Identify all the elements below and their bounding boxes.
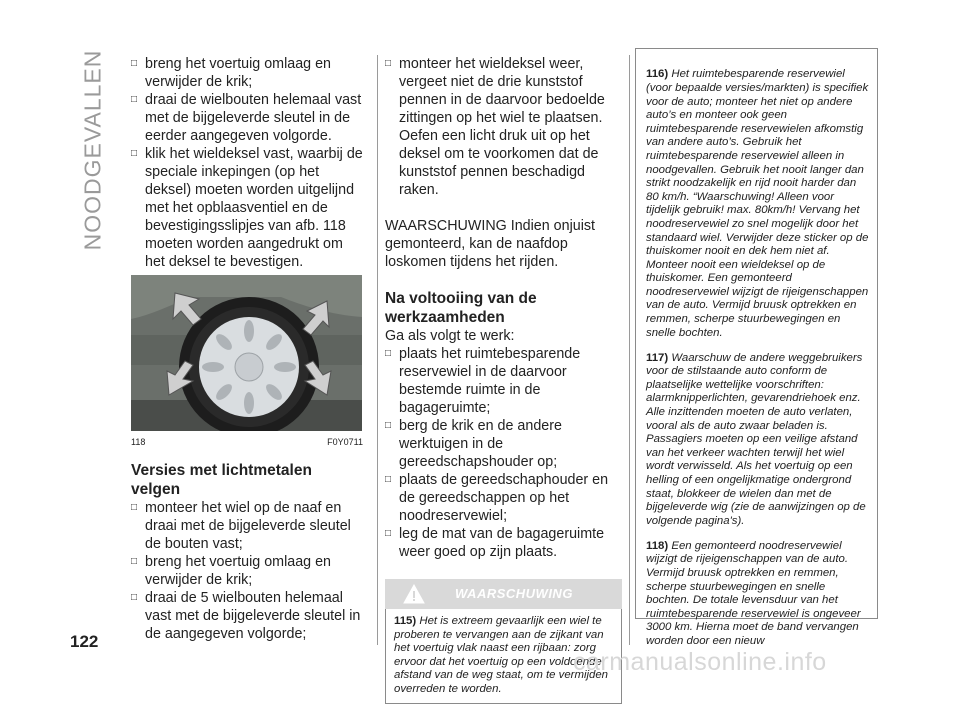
list-item-text: klik het wieldeksel vast, waarbij de speciale inkepingen (op het deksel) moeten worden uitgelijnd met het opblaasventiel en de bevestigingsslipjes van afb. 118 moeten worden aangedrukt om het deksel te bevestigen.	[145, 146, 363, 270]
warning-paragraph: WAARSCHUWING Indien onjuist gemonteerd, kan de naafdop loskomen tijdens het rijden.	[385, 218, 596, 270]
checkbox-icon	[131, 55, 145, 91]
figure-code: F0Y0711	[327, 437, 363, 447]
note-text: Het ruimtebesparende reservewiel (voor bepaalde versies/markten) is specifiek voor de auto; monteer het niet op andere auto’s en monteer ook geen ruimtebesparende reservewielen afkomstig van andere auto’s. Gebruik het ruimtebesparende reservewiel alleen in noodgevallen. Gebruik het nooit langer dan strikt noodzakelijk en rijd nooit harder dan 80 km/h. “Waarschuwing! Alleen voor tijdelijk gebruik! max. 80km/h! Vervang het noodreservewiel zo snel mogelijk door het standaard wiel. Verwijder deze sticker op de thuiskomer nooit en dek hem niet af. Monteer nooit een wieldeksel op de thuiskomer. Een gemonteerd noodreservewiel wijzigt de rijeigenschappen van de auto. Vermijd bruusk optrekken en remmen, scherpe stuurbewegingen en snelle bochten.	[646, 68, 869, 339]
section-tab	[78, 50, 108, 250]
checkbox-icon	[131, 145, 145, 271]
section-heading: Na voltooiing van de werkzaamheden	[385, 290, 537, 326]
list-item	[385, 345, 622, 417]
list-item	[131, 589, 363, 643]
list-item-text: leg de mat van de bagageruimte weer goed op zijn plaats.	[399, 526, 605, 560]
intro-text: Ga als volgt te werk:	[385, 328, 515, 344]
checkbox-icon	[385, 417, 399, 471]
note-text: Waarschuw de andere weggebruikers voor de stilstaande auto conform de plaatselijke wettelijke voorschriften: alarmknipperlichten, gevarendriehoek enz. Alle inzittenden moeten de auto verlaten, vooral als de auto zwaar beladen is. Passagiers moeten op een veilige afstand van het verkeer wachten terwijl het wiel wordt verwisseld. Als het voertuig op een helling of een ongelijkmatige ondergrond staat, blokkeer de wielen dan met de bijgeleverde wig (zie de aanwijzingen op de volgende pagina's).	[646, 351, 866, 527]
note-number: 118)	[646, 539, 669, 552]
list-item-text: breng het voertuig omlaag en verwijder de krik;	[145, 554, 331, 588]
note	[646, 540, 869, 649]
list-item-text: monteer het wiel op de naaf en draai met de bijgeleverde sleutel de bouten vast;	[145, 500, 351, 552]
warning-box-title: WAARSCHUWING	[455, 586, 573, 601]
list-item	[131, 499, 363, 553]
list-item-text: draai de wielbouten helemaal vast met de bijgeleverde sleutel in de eerder aangegeven volgorde.	[145, 92, 362, 144]
list-item	[131, 145, 363, 271]
note-number: 116)	[646, 68, 669, 81]
list-item	[385, 417, 622, 471]
notes-box	[635, 48, 878, 647]
checkbox-icon	[385, 471, 399, 525]
warning-box-header	[385, 579, 622, 609]
list-item	[385, 55, 622, 199]
section-tab-label: NOODGEVALLEN	[79, 49, 106, 251]
note-number: 117)	[646, 351, 669, 364]
figure-number: 118	[131, 437, 146, 447]
list-item-text: berg de krik en de andere werktuigen in de gereedschapshouder op;	[399, 418, 562, 470]
checkbox-icon	[131, 499, 145, 553]
checkbox-icon	[385, 55, 399, 199]
figure-caption	[131, 433, 363, 451]
note-text: Het is extreem gevaarlijk een wiel te proberen te vervangen aan de zijkant van het voertuig vlak naast een rijbaan: zorg ervoor dat het voertuig op een voldoende afstand van de weg staat, om te vermijden overreden te worden.	[394, 615, 609, 695]
list-item-text: plaats de gereedschaphouder en de gereedschappen op het noodreservewiel;	[399, 472, 609, 524]
section-heading: Versies met lichtmetalen velgen	[131, 462, 312, 498]
page-number: 122	[70, 632, 99, 651]
checkbox-icon	[131, 91, 145, 145]
column-divider	[629, 55, 630, 645]
column-2	[385, 55, 622, 704]
list-item	[131, 553, 363, 589]
note	[646, 352, 869, 529]
checkbox-icon	[385, 345, 399, 417]
list-item-text: draai de 5 wielbouten helemaal vast met de bijgeleverde sleutel in de aangegeven volgorde;	[145, 590, 361, 642]
list-item	[131, 91, 363, 145]
note	[646, 68, 869, 340]
checkbox-icon	[131, 589, 145, 643]
list-item	[385, 471, 622, 525]
list-item-text: plaats het ruimtebesparende reservewiel in de daarvoor bestemde ruimte in de bagageruimte;	[399, 346, 581, 416]
list-item	[131, 55, 363, 91]
list-item	[385, 525, 622, 561]
wheel-cover-figure	[131, 275, 362, 431]
warning-triangle-icon	[403, 584, 425, 604]
wheel-illustration	[131, 275, 362, 431]
note-number: 115)	[394, 615, 417, 627]
checkbox-icon	[131, 553, 145, 589]
note-text: Een gemonteerd noodreservewiel wijzigt de rijeigenschappen van de auto. Vermijd bruusk optrekken en remmen, scherpe stuurbewegingen en snelle bochten. De totale levensduur van het ruimtebesparende reservewiel is ongeveer 3000 km. Hierna moet de band vervangen worden door een nieuw	[646, 539, 861, 647]
list-item-text: monteer het wieldeksel weer, vergeet niet de drie kunststof pennen in de daarvoor bedoelde zittingen op het wiel te plaatsen. Oefen een licht druk uit op het deksel om te voorkomen dat de kunststof pennen beschadigd raken.	[399, 56, 605, 198]
column-1	[131, 55, 363, 643]
list-item-text: breng het voertuig omlaag en verwijder de krik;	[145, 56, 331, 90]
watermark: carmanualsonline.info	[573, 648, 827, 676]
checkbox-icon	[385, 525, 399, 561]
column-divider	[377, 55, 378, 645]
